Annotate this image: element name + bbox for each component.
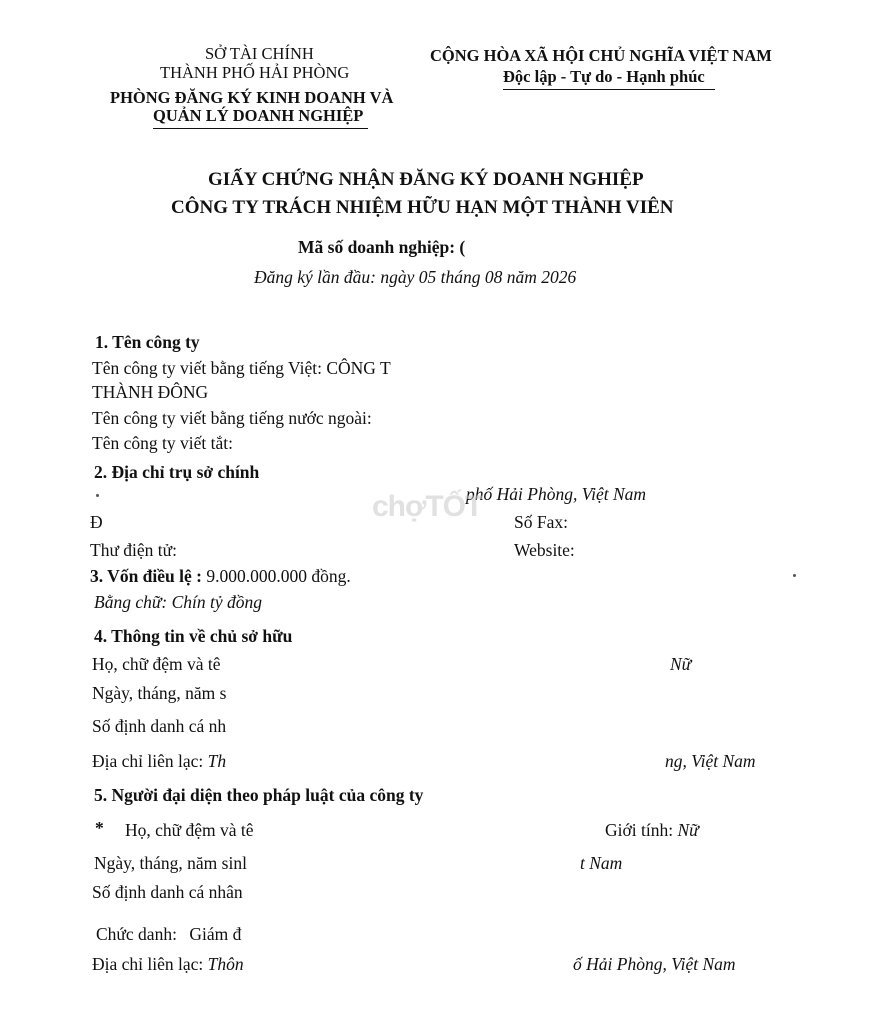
rep-name: Họ, chữ đệm và tê (125, 820, 254, 840)
header-left-underline (153, 128, 368, 129)
rep-gender (605, 822, 699, 840)
rep-position (96, 926, 241, 944)
header-left-office: PHÒNG ĐĂNG KÝ KINH DOANH VÀ (110, 88, 394, 107)
bullet-star: * (95, 818, 104, 838)
chotot-watermark: chợTỐT (372, 490, 483, 523)
first-registration-date: Đăng ký lần đầu: ngày 05 tháng 08 năm 2026 (254, 267, 577, 287)
rep-id: Số định danh cá nhân (92, 882, 243, 902)
charter-capital-words: Bằng chữ: Chín tỷ đồng (94, 592, 262, 612)
section-4-heading: 4. Thông tin về chủ sở hữu (94, 626, 293, 646)
fax-label: Số Fax: (514, 512, 568, 532)
header-left-office-cont: QUẢN LÝ DOANH NGHIỆP (153, 106, 364, 125)
rep-position-label: Chức danh: (96, 924, 177, 944)
owner-contact-tail: ng, Việt Nam (665, 751, 756, 771)
rep-contact-tail: ố Hải Phòng, Việt Nam (573, 954, 736, 974)
header-left-city: THÀNH PHỐ HẢI PHÒNG (160, 63, 350, 82)
header-left-ministry: SỞ TÀI CHÍNH (205, 44, 314, 63)
rep-position-value: Giám đ (189, 924, 242, 944)
scan-speck (793, 574, 796, 577)
section-1-heading: 1. Tên công ty (95, 332, 200, 352)
header-right-motto: Độc lập - Tự do - Hạnh phúc (503, 67, 705, 86)
owner-contact-label: Địa chỉ liên lạc: (92, 751, 204, 771)
company-name-short: Tên công ty viết tắt: (92, 433, 233, 453)
owner-name: Họ, chữ đệm và tê (92, 654, 221, 674)
header-right-nation: CỘNG HÒA XÃ HỘI CHỦ NGHĨA VIỆT NAM (430, 46, 772, 65)
rep-contact-label: Địa chỉ liên lạc: (92, 954, 204, 974)
company-name-foreign: Tên công ty viết bằng tiếng nước ngoài: (92, 408, 372, 428)
owner-dob: Ngày, tháng, năm s (92, 683, 227, 703)
rep-gender-value: Nữ (677, 820, 699, 840)
section-3-row (90, 568, 351, 586)
section-5-heading: 5. Người đại diện theo pháp luật của công ty (94, 785, 424, 805)
rep-gender-label: Giới tính: (605, 820, 674, 840)
owner-contact (92, 753, 226, 771)
website-label: Website: (514, 540, 575, 560)
scan-speck (96, 494, 99, 497)
owner-gender: Nữ (670, 654, 692, 674)
company-name-vn-cont: THÀNH ĐÔNG (92, 382, 209, 402)
email-label: Thư điện tử: (90, 540, 178, 560)
head-office-address: phố Hải Phòng, Việt Nam (466, 484, 647, 504)
section-2-heading: 2. Địa chỉ trụ sở chính (94, 462, 260, 482)
owner-contact-value: Th (207, 751, 227, 771)
document-title: GIẤY CHỨNG NHẬN ĐĂNG KÝ DOANH NGHIỆP (208, 169, 644, 190)
rep-contact (92, 956, 244, 974)
company-name-vn: Tên công ty viết bằng tiếng Việt: CÔNG T (92, 358, 391, 378)
owner-id: Số định danh cá nh (92, 716, 227, 736)
document-subtitle: CÔNG TY TRÁCH NHIỆM HỮU HẠN MỘT THÀNH VIÊN (171, 197, 674, 218)
header-right-underline (503, 89, 715, 90)
rep-contact-value: Thôn (207, 954, 244, 974)
section-3-heading: 3. Vốn điều lệ : (90, 566, 202, 586)
rep-dob: Ngày, tháng, năm sinl (94, 853, 247, 873)
business-code: Mã số doanh nghiệp: ( (298, 237, 466, 257)
phone-fragment: Đ (90, 512, 103, 532)
rep-dob-tail: t Nam (580, 853, 623, 873)
charter-capital: 9.000.000.000 đồng. (206, 566, 351, 586)
